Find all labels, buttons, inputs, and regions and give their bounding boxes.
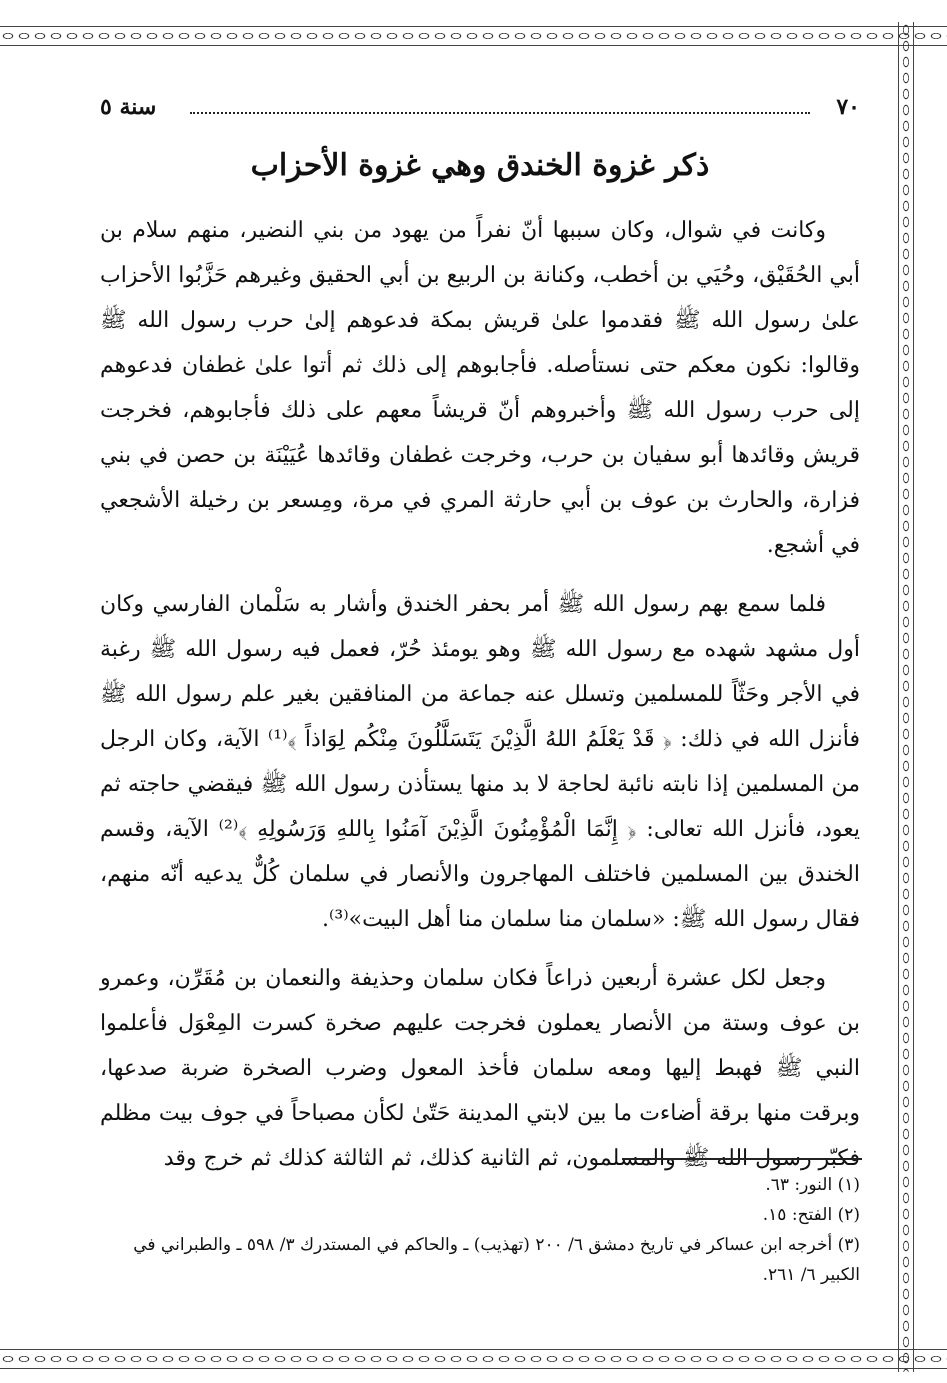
page-border-top bbox=[0, 22, 947, 50]
footnote-3: (٣) أخرجه ابن عساكر في تاريخ دمشق ٦/ ٢٠٠ (تهذيب) ـ والحاكم في المستدرك ٣/ ٥٩٨ ـ والطبراني في الكبير ٦/ ٢٦١. bbox=[133, 1235, 860, 1285]
paragraph-2: فلما سمع بهم رسول الله ﷺ أمر بحفر الخندق وأشار به سَلْمان الفارسي وكان أول مشهد شهده مع رسول الله ﷺ وهو يومئذ حُرّ، فعمل فيه رسول الله ﷺ رغبة في الأجر وحَثّاً للمسلمين وتسلل عنه جماعة من المنافقين بغير علم رسول الله ﷺ فأنزل الله في ذلك: ﴿ قَدْ يَعْلَمُ اللهُ الَّذِيْنَ يَتَسَلَّلُونَ مِنْكُم لِوَاذاً ﴾⁽¹⁾ الآية، وكان الرجل من المسلمين إذا نابته نائبة لحاجة لا بد منها يستأذن رسول الله ﷺ فيقضي حاجته ثم يعود، فأنزل الله تعالى: ﴿ إِنَّمَا الْمُؤْمِنُونَ الَّذِيْنَ آمَنُوا بِاللهِ وَرَسُولِهِ ﴾⁽²⁾ الآية، وقسم الخندق بين المسلمين فاختلف المهاجرون والأنصار في سلمان كُلٌّ يدعيه أنّه منهم، فقال رسول الله ﷺ: «سلمان منا سلمان منا أهل البيت»⁽³⁾. bbox=[100, 592, 860, 932]
footnote-2: (٢) الفتح: ١٥. bbox=[762, 1205, 860, 1225]
running-header bbox=[100, 88, 860, 128]
footnote-separator bbox=[622, 1158, 862, 1160]
page-border-right bbox=[895, 22, 917, 1372]
footnotes bbox=[100, 1170, 860, 1290]
page-border-bottom bbox=[0, 1345, 947, 1373]
page-number: ٧٠ bbox=[836, 94, 860, 120]
paragraph-1: وكانت في شوال، وكان سببها أنّ نفراً من يهود من بني النضير، منهم سلام بن أبي الحُقَيْق، وحُيَي بن أخطب، وكنانة بن الربيع بن أبي الحقيق وغيرهم حَزَّبُوا الأحزاب علىٰ رسول الله ﷺ فقدموا علىٰ قريش بمكة فدعوهم إلىٰ حرب رسول الله ﷺ وقالوا: نكون معكم حتى نستأصله. فأجابوهم إلى ذلك ثم أتوا علىٰ غطفان فدعوهم إلى حرب رسول الله ﷺ وأخبروهم أنّ قريشاً معهم على ذلك فأجابوهم، فخرجت قريش وقائدها أبو سفيان بن حرب، وخرجت غطفان وقائدها عُيَيْنَة بن حصن في بني فزارة، والحارث بن عوف بن أبي حارثة المري في مرة، ومِسعر بن رخيلة الأشجعي في أشجع. bbox=[100, 218, 860, 558]
body-text bbox=[100, 208, 860, 1195]
chapter-title: ذكر غزوة الخندق وهي غزوة الأحزاب bbox=[250, 148, 710, 183]
header-dotted-leader bbox=[190, 112, 810, 114]
footnote-1: (١) النور: ٦٣. bbox=[765, 1175, 860, 1195]
header-year: سنة ٥ bbox=[100, 94, 157, 120]
paragraph-3: وجعل لكل عشرة أربعين ذراعاً فكان سلمان وحذيفة والنعمان بن مُقَرِّن، وعمرو بن عوف وستة من الأنصار يعملون فخرجت عليهم صخرة كسرت المِعْوَل فأعلموا النبي ﷺ فهبط إليها ومعه سلمان فأخذ المعول وضرب الصخرة ضربة صدعها، وبرقت منها برقة أضاءت ما بين لابتي المدينة حَتّىٰ لكأن مصباحاً في جوف بيت مظلم فكبّر رسول الله ﷺ والمسلمون، ثم الثانية كذلك، ثم الثالثة كذلك ثم خرج وقد bbox=[100, 966, 860, 1171]
